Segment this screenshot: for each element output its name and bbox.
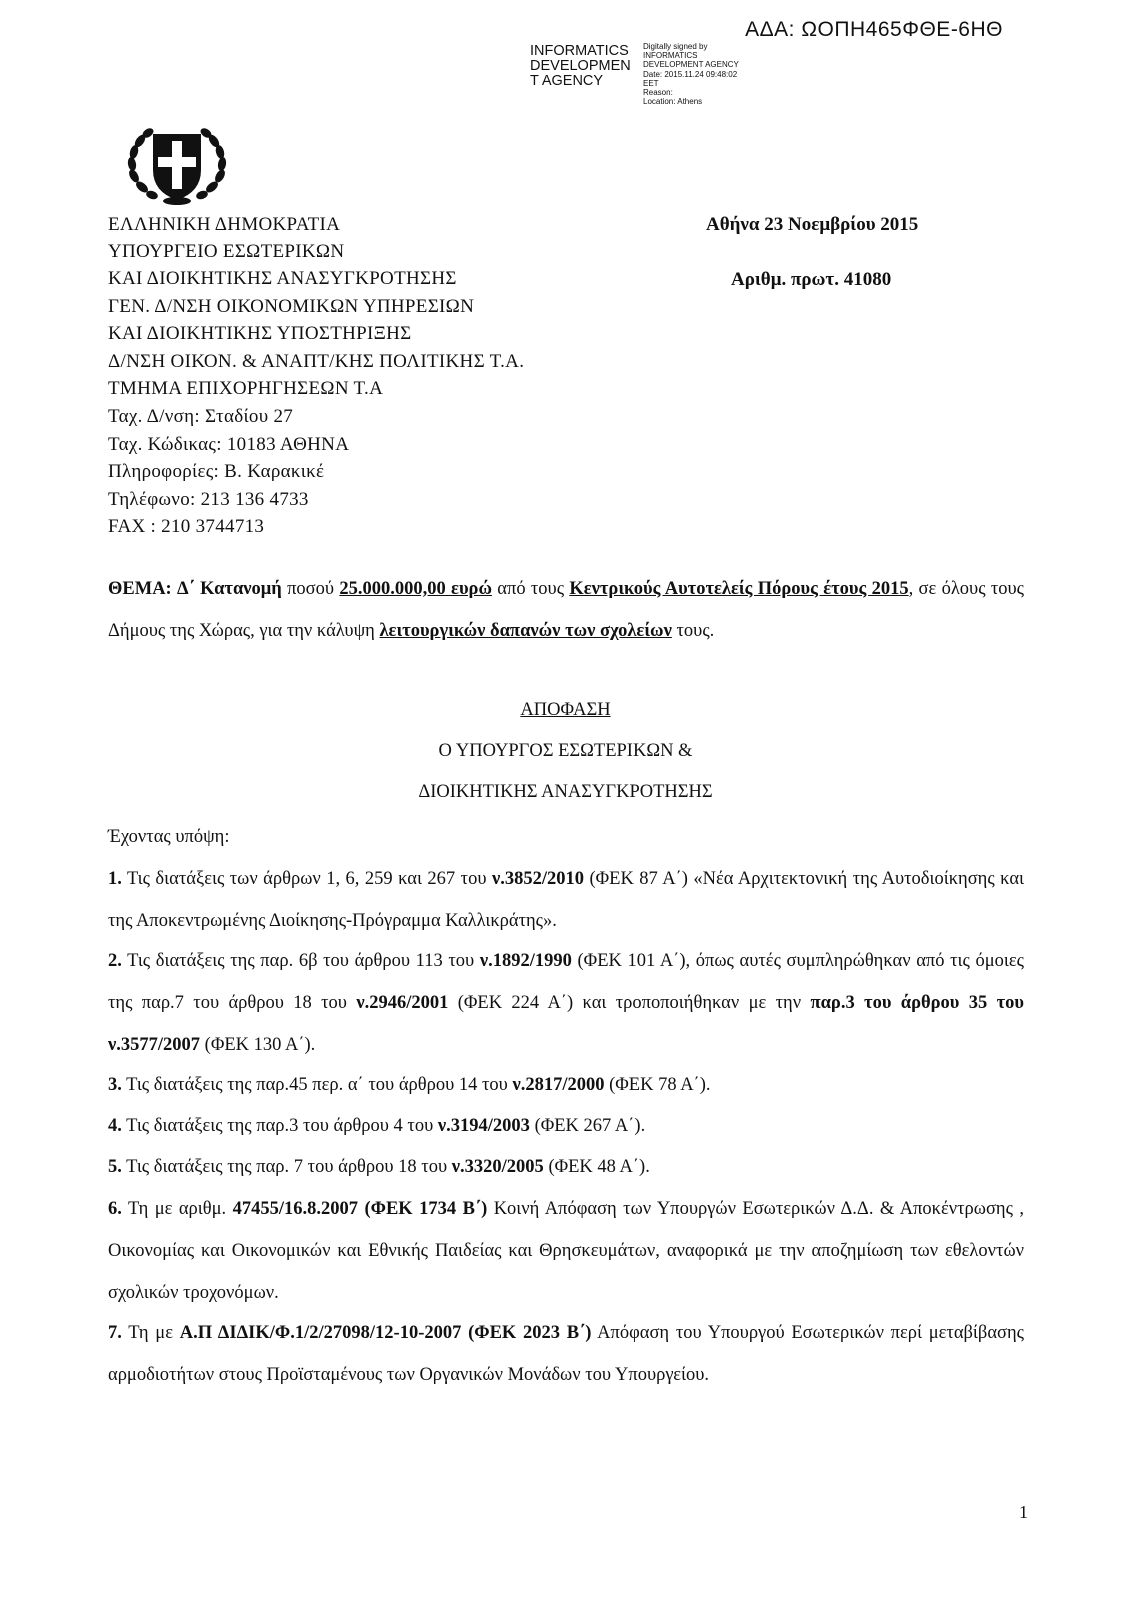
law-reference: Α.Π ΔΙΔΙΚ/Φ.1/2/27098/12-10-2007 (ΦΕΚ 2023 Β΄): [179, 1323, 592, 1343]
signature-details: [643, 42, 739, 106]
signature-meta-line: DEVELOPMENT AGENCY: [643, 60, 739, 70]
item-text: (ΦΕΚ 130 Α΄).: [200, 1035, 316, 1055]
subject-label: ΘΕΜΑ:: [108, 579, 172, 599]
subject-resources: Κεντρικούς Αυτοτελείς Πόρους έτους 2015: [569, 579, 909, 599]
subject-text: ποσού: [281, 579, 340, 599]
item-text: Τις διατάξεις των άρθρων 1, 6, 259 και 267 του: [121, 869, 492, 889]
signature-meta-line: EET: [643, 78, 659, 88]
page-number: 1: [1019, 1502, 1028, 1522]
item-number: 1.: [108, 869, 122, 889]
ada-code: ΑΔΑ: ΩΟΠΗ465ΦΘΕ-6ΗΘ: [745, 18, 1003, 41]
item-number: 6.: [108, 1199, 122, 1219]
item-number: 3.: [108, 1075, 122, 1095]
item-number: 7.: [108, 1323, 122, 1343]
header-line: Ταχ. Κώδικας: 10183 ΑΘΗΝΑ: [108, 434, 350, 455]
subject-text: τους.: [671, 621, 715, 641]
item-text: (ΦΕΚ 87 Α΄) «Νέα Αρχιτεκτονική της Αυτοδιοίκησης και της Αποκεντρωμένης Διοίκησης-Πρόγραμμα Καλλικράτης».: [108, 869, 1024, 931]
item-text: Τις διατάξεις της παρ.45 περ. α΄ του άρθρου 14 του: [121, 1075, 513, 1095]
item-text: Κοινή Απόφαση των Υπουργών Εσωτερικών Δ.Δ. & Αποκέντρωσης , Οικονομίας και Οικονομικών και Εθνικής Παιδείας και Θρησκευμάτων, αναφορικά με την αποζημίωση των εθελοντών σχολικών τροχονόμων.: [108, 1199, 1024, 1303]
law-reference: ν.1892/1990: [479, 951, 572, 971]
protocol-number: Αριθμ. πρωτ. 41080: [731, 269, 892, 290]
header-line: Δ/ΝΣΗ ΟΙΚΟΝ. & ΑΝΑΠΤ/ΚΗΣ ΠΟΛΙΤΙΚΗΣ Τ.Α.: [108, 351, 525, 372]
item-text: Τις διατάξεις της παρ.3 του άρθρου 4 του: [121, 1116, 438, 1136]
item-text: Τις διατάξεις της παρ. 7 του άρθρου 18 του: [121, 1157, 452, 1177]
header-line: ΚΑΙ ΔΙΟΙΚΗΤΙΚΗΣ ΑΝΑΣΥΓΚΡΟΤΗΣΗΣ: [108, 268, 457, 289]
consideration-item: [108, 1105, 1024, 1147]
law-reference: ν.2817/2000: [512, 1075, 605, 1095]
header-line: ΥΠΟΥΡΓΕΙΟ ΕΣΩΤΕΡΙΚΩΝ: [108, 241, 345, 262]
consideration-item: [108, 1146, 1024, 1188]
law-reference: ν.2946/2001: [356, 993, 449, 1013]
subject-purpose: λειτουργικών δαπανών των σχολείων: [379, 621, 672, 641]
greek-coat-of-arms-emblem: [126, 124, 228, 206]
document-date: Αθήνα 23 Νοεμβρίου 2015: [706, 214, 919, 235]
item-text: Τη με: [121, 1323, 180, 1343]
law-reference: ν.3852/2010: [491, 869, 584, 889]
minister-title-line: Ο ΥΠΟΥΡΓΟΣ ΕΣΩΤΕΡΙΚΩΝ &: [438, 741, 693, 761]
decision-title: ΑΠΟΦΑΣΗ: [520, 700, 611, 720]
header-line: ΤΜΗΜΑ ΕΠΙΧΟΡΗΓΗΣΕΩΝ Τ.Α: [108, 378, 384, 399]
signature-organization: [530, 44, 631, 89]
item-number: 4.: [108, 1116, 122, 1136]
signature-org-line: DEVELOPMEN: [530, 58, 631, 74]
item-text: (ΦΕΚ 267 Α΄).: [529, 1116, 646, 1136]
subject-distribution: Δ΄ Κατανομή: [177, 579, 282, 599]
signature-meta-line: Location: Athens: [643, 97, 703, 107]
header-line: Τηλέφωνο: 213 136 4733: [108, 489, 309, 510]
header-line: ΕΛΛΗΝΙΚΗ ΔΗΜΟΚΡΑΤΙΑ: [108, 214, 341, 235]
consideration-item: [108, 1188, 1024, 1314]
law-reference: παρ.3 του άρθρου 35 του ν.3577/2007: [108, 993, 1024, 1055]
signature-meta-line: Digitally signed by: [643, 42, 708, 51]
item-number: 5.: [108, 1157, 122, 1177]
consideration-item: [108, 940, 1024, 1066]
consideration-item: [108, 1064, 1024, 1106]
considerations-intro: Έχοντας υπόψη:: [108, 827, 230, 847]
header-line: FAX : 210 3744713: [108, 516, 265, 537]
subject-paragraph: [108, 568, 1024, 652]
signature-org-line: INFORMATICS: [530, 43, 629, 59]
subject-text: από τους: [491, 579, 570, 599]
signature-meta-line: Reason:: [643, 88, 673, 98]
item-text: (ΦΕΚ 224 Α΄) και τροποποιήθηκαν με την: [448, 993, 811, 1013]
item-number: 2.: [108, 951, 122, 971]
minister-title-line: ΔΙΟΙΚΗΤΙΚΗΣ ΑΝΑΣΥΓΚΡΟΤΗΣΗΣ: [418, 782, 713, 802]
signature-meta-line: INFORMATICS: [643, 51, 698, 61]
law-reference: ν.3194/2003: [437, 1116, 530, 1136]
consideration-item: [108, 1312, 1024, 1396]
item-text: Τις διατάξεις της παρ. 6β του άρθρου 113 του: [121, 951, 480, 971]
header-line: ΓΕΝ. Δ/ΝΣΗ ΟΙΚΟΝΟΜΙΚΩΝ ΥΠΗΡΕΣΙΩΝ: [108, 296, 475, 317]
law-reference: ν.3320/2005: [451, 1157, 544, 1177]
signature-meta-line: Date: 2015.11.24 09:48:02: [643, 69, 738, 79]
header-line: Ταχ. Δ/νση: Σταδίου 27: [108, 406, 294, 427]
item-text: Τη με αριθμ.: [121, 1199, 233, 1219]
item-text: (ΦΕΚ 101 Α΄), όπως αυτές συμπληρώθηκαν από τις όμοιες της παρ.7 του άρθρου 18 του: [108, 951, 1024, 1013]
item-text: (ΦΕΚ 78 Α΄).: [604, 1075, 711, 1095]
signature-org-line: T AGENCY: [530, 73, 604, 89]
item-text: Απόφαση του Υπουργού Εσωτερικών περί μεταβίβασης αρμοδιοτήτων στους Προϊσταμένους των Οργανικών Μονάδων του Υπουργείου.: [108, 1323, 1024, 1385]
header-line: Πληροφορίες: Β. Καρακικέ: [108, 461, 325, 482]
consideration-item: [108, 858, 1024, 942]
header-line: ΚΑΙ ΔΙΟΙΚΗΤΙΚΗΣ ΥΠΟΣΤΗΡΙΞΗΣ: [108, 323, 412, 344]
subject-text: , σε όλους τους Δήμους της Χώρας, για την κάλυψη: [108, 579, 1024, 641]
item-text: (ΦΕΚ 48 Α΄).: [543, 1157, 650, 1177]
subject-amount: 25.000.000,00 ευρώ: [339, 579, 492, 599]
law-reference: 47455/16.8.2007 (ΦΕΚ 1734 Β΄): [232, 1199, 488, 1219]
